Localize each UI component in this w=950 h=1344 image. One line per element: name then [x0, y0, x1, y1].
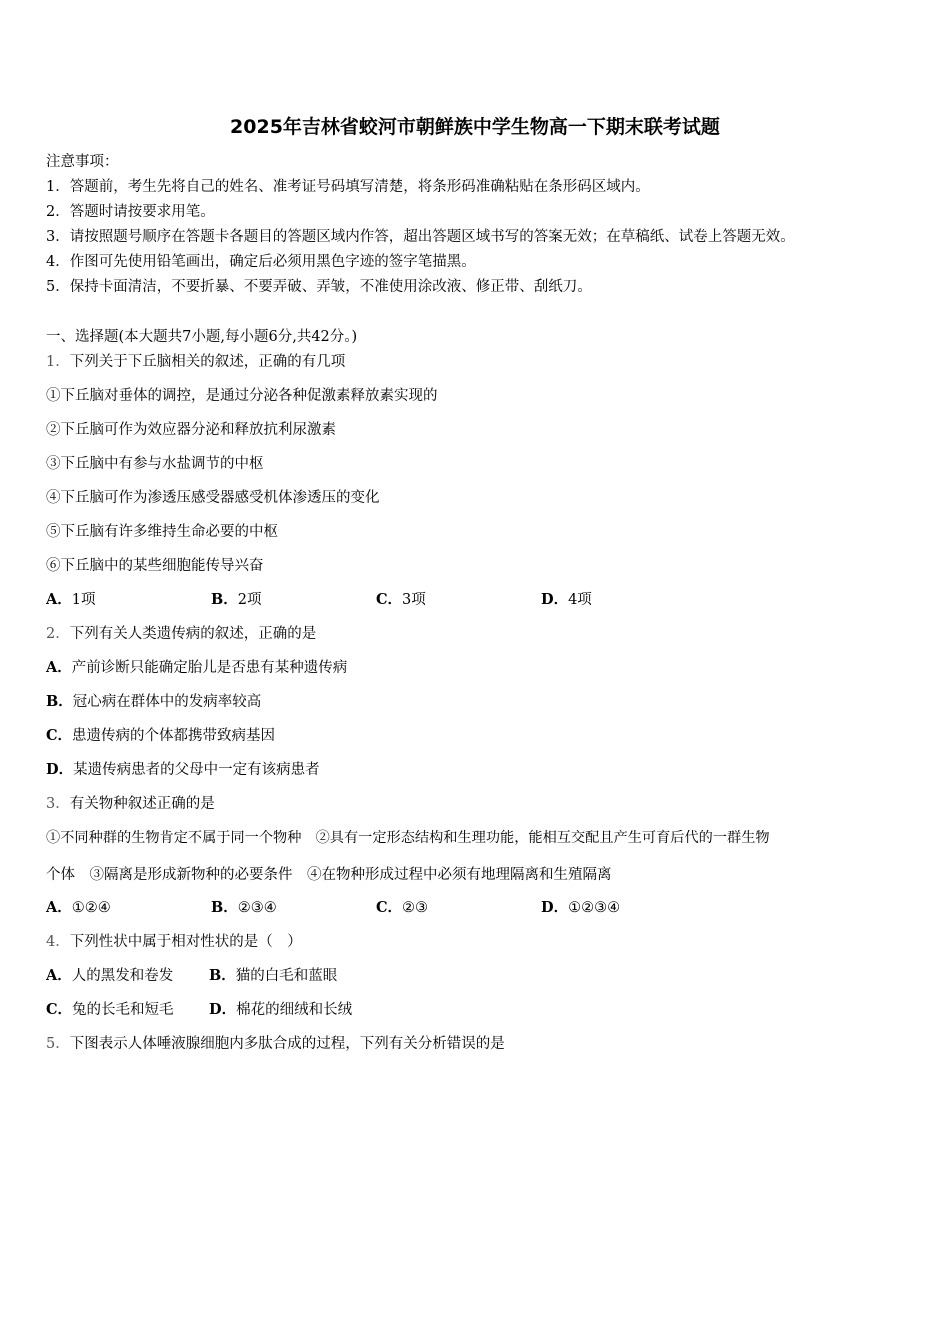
option-text: 产前诊断只能确定胎儿是否患有某种遗传病	[71, 660, 348, 676]
question-2	[46, 624, 316, 644]
option-letter: B．	[211, 899, 238, 916]
option-letter: D．	[541, 591, 569, 608]
option-letter: B．	[209, 967, 236, 984]
option-letter: C．	[376, 591, 403, 608]
option-letter: B．	[46, 693, 73, 710]
question-stem: 下列性状中属于相对性状的是（ ）	[69, 934, 302, 950]
q3-option-c[interactable]	[376, 898, 428, 918]
notice-item-1: 1．答题前，考生先将自己的姓名、准考证号码填写清楚，将条形码准确粘贴在条形码区域内。	[46, 179, 650, 195]
option-text: ②③	[402, 900, 429, 916]
q1-statement-4: ④下丘脑可作为渗透压感受器感受机体渗透压的变化	[46, 490, 380, 506]
q4-option-d[interactable]	[209, 1000, 352, 1020]
q4-option-b[interactable]	[209, 966, 337, 986]
question-number: 1．	[46, 354, 70, 370]
notice-item-2: 2．答题时请按要求用笔。	[46, 204, 215, 220]
q1-statement-3: ③下丘脑中有参与水盐调节的中枢	[46, 456, 264, 472]
question-number: 2．	[46, 626, 70, 642]
option-text: 人的黑发和卷发	[71, 968, 174, 984]
q2-option-c[interactable]	[46, 726, 275, 746]
q3-option-b[interactable]	[211, 898, 277, 918]
option-letter: C．	[376, 899, 403, 916]
option-letter: A．	[46, 591, 72, 608]
q2-option-d[interactable]	[46, 760, 320, 780]
q1-statement-6: ⑥下丘脑中的某些细胞能传导兴奋	[46, 558, 264, 574]
option-text: 2项	[237, 592, 262, 608]
question-stem: 有关物种叙述正确的是	[69, 796, 215, 812]
q4-option-a[interactable]	[46, 966, 173, 986]
option-text: ①②③④	[568, 900, 621, 916]
q1-option-b[interactable]	[211, 590, 262, 610]
option-text: 棉花的细绒和长绒	[236, 1002, 353, 1018]
option-letter: C．	[46, 727, 73, 744]
q1-option-c[interactable]	[376, 590, 426, 610]
question-stem: 下列有关人类遗传病的叙述，正确的是	[69, 626, 317, 642]
option-text: 患遗传病的个体都携带致病基因	[72, 728, 276, 744]
q1-option-a[interactable]	[46, 590, 96, 610]
question-3	[46, 794, 215, 814]
option-text: 3项	[402, 592, 426, 608]
notice-item-5: 5．保持卡面清洁，不要折暴、不要弄破、弄皱，不准使用涂改液、修正带、刮纸刀。	[46, 279, 592, 295]
exam-title: 2025年吉林省蛟河市朝鲜族中学生物高一下期末联考试题	[230, 116, 720, 138]
option-letter: D．	[209, 1001, 237, 1018]
question-1	[46, 352, 345, 372]
option-letter: B．	[211, 591, 238, 608]
question-number: 3．	[46, 796, 70, 812]
notice-heading: 注意事项：	[46, 154, 119, 170]
option-text: 兔的长毛和短毛	[72, 1002, 174, 1018]
section-heading: 一、选择题(本大题共7小题,每小题6分,共42分。)	[46, 329, 358, 345]
option-letter: A．	[46, 659, 72, 676]
q3-option-d[interactable]	[541, 898, 620, 918]
q3-statements-line-2: 个体 ③隔离是形成新物种的必要条件 ④在物种形成过程中必须有地理隔离和生殖隔离	[46, 867, 612, 883]
question-5	[46, 1034, 505, 1054]
option-letter: D．	[46, 761, 74, 778]
q1-statement-5: ⑤下丘脑有许多维持生命必要的中枢	[46, 524, 278, 540]
option-text: 1项	[71, 592, 96, 608]
option-letter: A．	[46, 967, 72, 984]
option-text: 冠心病在群体中的发病率较高	[72, 694, 262, 710]
q3-option-a[interactable]	[46, 898, 111, 918]
option-letter: C．	[46, 1001, 73, 1018]
question-4	[46, 932, 302, 952]
option-text: 4项	[568, 592, 592, 608]
q1-option-d[interactable]	[541, 590, 592, 610]
question-stem: 下列关于下丘脑相关的叙述，正确的有几项	[69, 354, 346, 370]
notice-item-4: 4．作图可先使用铅笔画出，确定后必须用黑色字迹的签字笔描黑。	[46, 254, 476, 270]
notice-item-3: 3．请按照题号顺序在答题卡各题目的答题区域内作答，超出答题区域书写的答案无效；在草稿纸、试卷上答题无效。	[46, 229, 795, 245]
question-number: 4．	[46, 934, 70, 950]
q3-statements-line-1: ①不同种群的生物肯定不属于同一个物种 ②具有一定形态结构和生理功能，能相互交配且产生可育后代的一群生物	[46, 830, 770, 846]
option-text: ①②④	[71, 900, 111, 916]
q1-statement-2: ②下丘脑可作为效应器分泌和释放抗利尿激素	[46, 422, 336, 438]
q1-statement-1: ①下丘脑对垂体的调控，是通过分泌各种促激素释放素实现的	[46, 388, 438, 404]
q4-option-c[interactable]	[46, 1000, 174, 1020]
question-stem: 下图表示人体唾液腺细胞内多肽合成的过程，下列有关分析错误的是	[69, 1036, 505, 1052]
option-text: 某遗传病患者的父母中一定有该病患者	[73, 762, 320, 778]
option-text: ②③④	[237, 900, 277, 916]
q2-option-a[interactable]	[46, 658, 347, 678]
option-letter: D．	[541, 899, 569, 916]
option-text: 猫的白毛和蓝眼	[235, 968, 338, 984]
option-letter: A．	[46, 899, 72, 916]
q2-option-b[interactable]	[46, 692, 261, 712]
question-number: 5．	[46, 1036, 70, 1052]
